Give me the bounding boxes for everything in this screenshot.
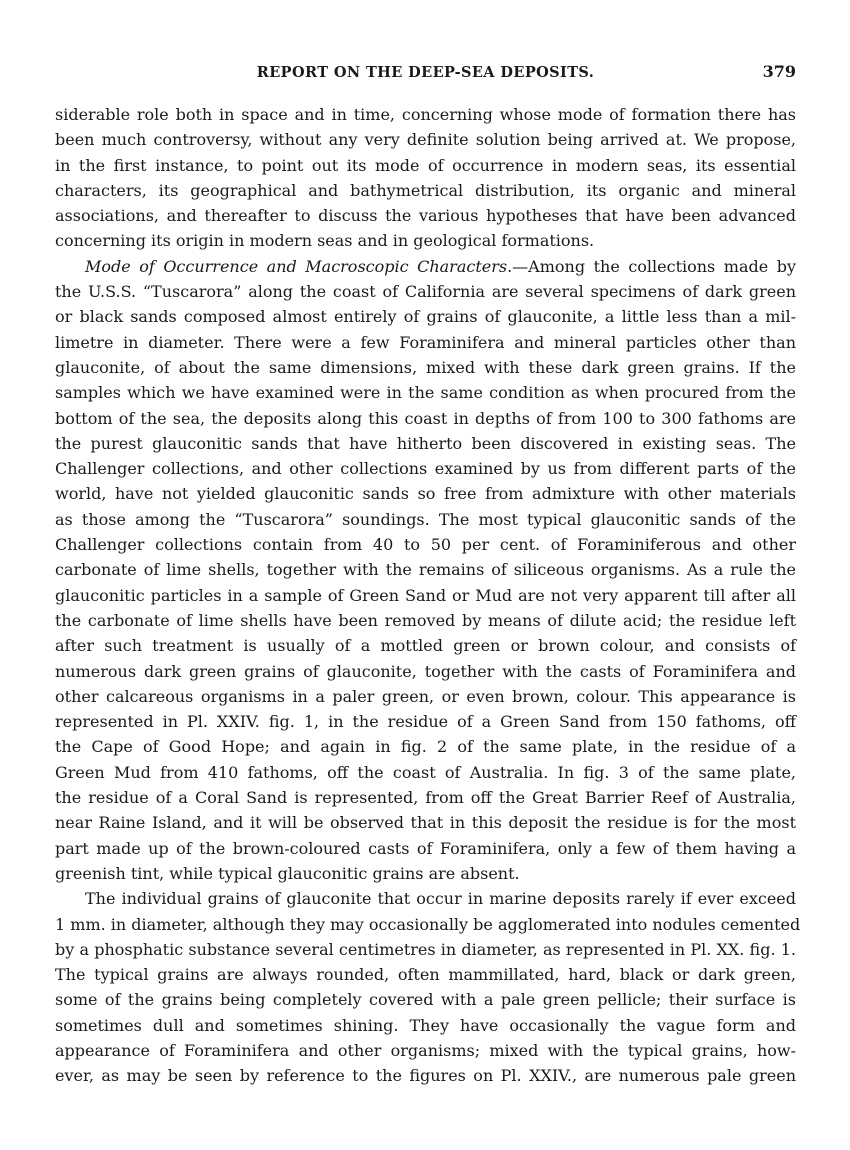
line-text: after such treatment is usually of a mottled green or brown colour, and consists of <box>55 636 796 656</box>
line-text: part made up of the brown-coloured casts of Foraminifera, only a few of them having a <box>55 838 796 858</box>
line-text: ever, as may be seen by reference to the figures on Pl. XXIV., are numerous pale green <box>55 1066 796 1086</box>
text-line <box>55 886 796 911</box>
line-text: as those among the “Tuscarora” soundings. The most typical glauconitic sands of the <box>55 509 796 529</box>
page-number: 379 <box>762 62 796 81</box>
text-line <box>55 608 796 633</box>
line-text: associations, and thereafter to discuss the various hypotheses that have been advanced <box>55 206 796 226</box>
text-line <box>55 431 796 456</box>
text-line <box>55 203 796 228</box>
text-line <box>55 709 796 734</box>
text-line <box>55 380 796 405</box>
text-line <box>55 760 796 785</box>
text-line <box>55 633 796 658</box>
text-line <box>55 785 796 810</box>
text-line <box>55 330 796 355</box>
line-text: the Cape of Good Hope; and again in fig. 2 of the same plate, in the residue of a <box>55 737 796 757</box>
text-line <box>55 481 796 506</box>
text-line <box>55 532 796 557</box>
body-text <box>55 102 801 1089</box>
line-text: samples which we have examined were in the same condition as when procured from the <box>55 383 796 403</box>
line-text: been much controversy, without any very definite solution being arrived at. We propose, <box>55 130 796 150</box>
text-line <box>55 153 796 178</box>
line-text: other calcareous organisms in a paler green, or even brown, colour. This appearance is <box>55 686 796 706</box>
text-line <box>55 1013 796 1038</box>
line-text: characters, its geographical and bathymetrical distribution, its organic and mineral <box>55 180 796 200</box>
line-text: numerous dark green grains of glauconite, together with the casts of Foraminifera and <box>55 661 796 681</box>
line-text: near Raine Island, and it will be observed that in this deposit the residue is for the most <box>55 813 796 833</box>
text-line <box>55 557 796 582</box>
line-text: The individual grains of glauconite that occur in marine deposits rarely if ever exceed <box>85 889 796 909</box>
line-text: in the first instance, to point out its mode of occurrence in modern seas, its essential <box>55 155 796 175</box>
line-text: glauconitic particles in a sample of Green Sand or Mud are not very apparent till after all <box>55 585 796 605</box>
text-line <box>55 406 796 431</box>
line-text: concerning its origin in modern seas and in geological formations. <box>55 231 595 251</box>
line-text: carbonate of lime shells, together with the remains of siliceous organisms. As a rule the <box>55 560 796 580</box>
line-text: The typical grains are always rounded, often mammillated, hard, black or dark green, <box>55 965 796 985</box>
line-text: the carbonate of lime shells have been removed by means of dilute acid; the residue left <box>55 610 796 630</box>
text-line <box>55 962 796 987</box>
line-text: greenish tint, while typical glauconitic grains are absent. <box>55 863 520 883</box>
text-line <box>55 861 796 886</box>
line-text: or black sands composed almost entirely of grains of glauconite, a little less than a mil- <box>55 307 796 327</box>
line-text: sometimes dull and sometimes shining. They have occasionally the vague form and <box>55 1015 796 1035</box>
text-line <box>55 1038 796 1063</box>
text-line <box>55 127 796 152</box>
text-line <box>55 102 796 127</box>
line-text: Challenger collections contain from 40 to 50 per cent. of Foraminiferous and other <box>55 535 796 555</box>
line-text: bottom of the sea, the deposits along this coast in depths of from 100 to 300 fathoms are <box>55 408 796 428</box>
text-line <box>55 734 796 759</box>
text-line <box>55 659 796 684</box>
text-line <box>55 355 796 380</box>
text-line <box>55 279 796 304</box>
text-line <box>55 912 801 937</box>
text-line <box>55 456 796 481</box>
line-text: glauconite, of about the same dimensions, mixed with these dark green grains. If the <box>55 357 796 377</box>
line-text: 1 mm. in diameter, although they may occasionally be agglomerated into nodules cemented <box>55 914 801 934</box>
text-line <box>55 836 796 861</box>
text-line <box>55 254 796 279</box>
line-text: by a phosphatic substance several centimetres in diameter, as represented in Pl. XX. fig. 1. <box>55 939 796 959</box>
line-text: siderable role both in space and in time, concerning whose mode of formation there has <box>55 105 796 124</box>
page-header <box>55 62 796 86</box>
line-text: the residue of a Coral Sand is represented, from off the Great Barrier Reef of Australia, <box>55 788 796 808</box>
text-line <box>55 228 796 253</box>
text-line <box>55 684 796 709</box>
text-line <box>55 304 796 329</box>
line-text: the purest glauconitic sands that have hitherto been discovered in existing seas. The <box>55 433 796 453</box>
line-text: —Among the collections made by <box>512 256 797 276</box>
text-line <box>55 987 796 1012</box>
running-title: REPORT ON THE DEEP-SEA DEPOSITS. <box>256 64 595 81</box>
text-line <box>55 507 796 532</box>
text-line <box>55 937 796 962</box>
text-line <box>55 583 796 608</box>
text-line <box>55 810 796 835</box>
section-heading: Mode of Occurrence and Macroscopic Characters. <box>85 256 513 276</box>
text-line <box>55 1063 796 1088</box>
line-text: the U.S.S. “Tuscarora” along the coast of California are several specimens of dark green <box>55 282 796 302</box>
line-text: represented in Pl. XXIV. fig. 1, in the residue of a Green Sand from 150 fathoms, off <box>55 712 796 732</box>
line-text: appearance of Foraminifera and other organisms; mixed with the typical grains, how- <box>55 1040 796 1060</box>
line-text: Challenger collections, and other collections examined by us from different parts of the <box>55 459 796 479</box>
line-text: Green Mud from 410 fathoms, off the coast of Australia. In fig. 3 of the same plate, <box>55 762 796 782</box>
line-text: some of the grains being completely covered with a pale green pellicle; their surface is <box>55 990 796 1010</box>
text-line <box>55 178 796 203</box>
line-text: world, have not yielded glauconitic sands so free from admixture with other materials <box>55 484 796 504</box>
line-text: limetre in diameter. There were a few Foraminifera and mineral particles other than <box>55 332 796 352</box>
